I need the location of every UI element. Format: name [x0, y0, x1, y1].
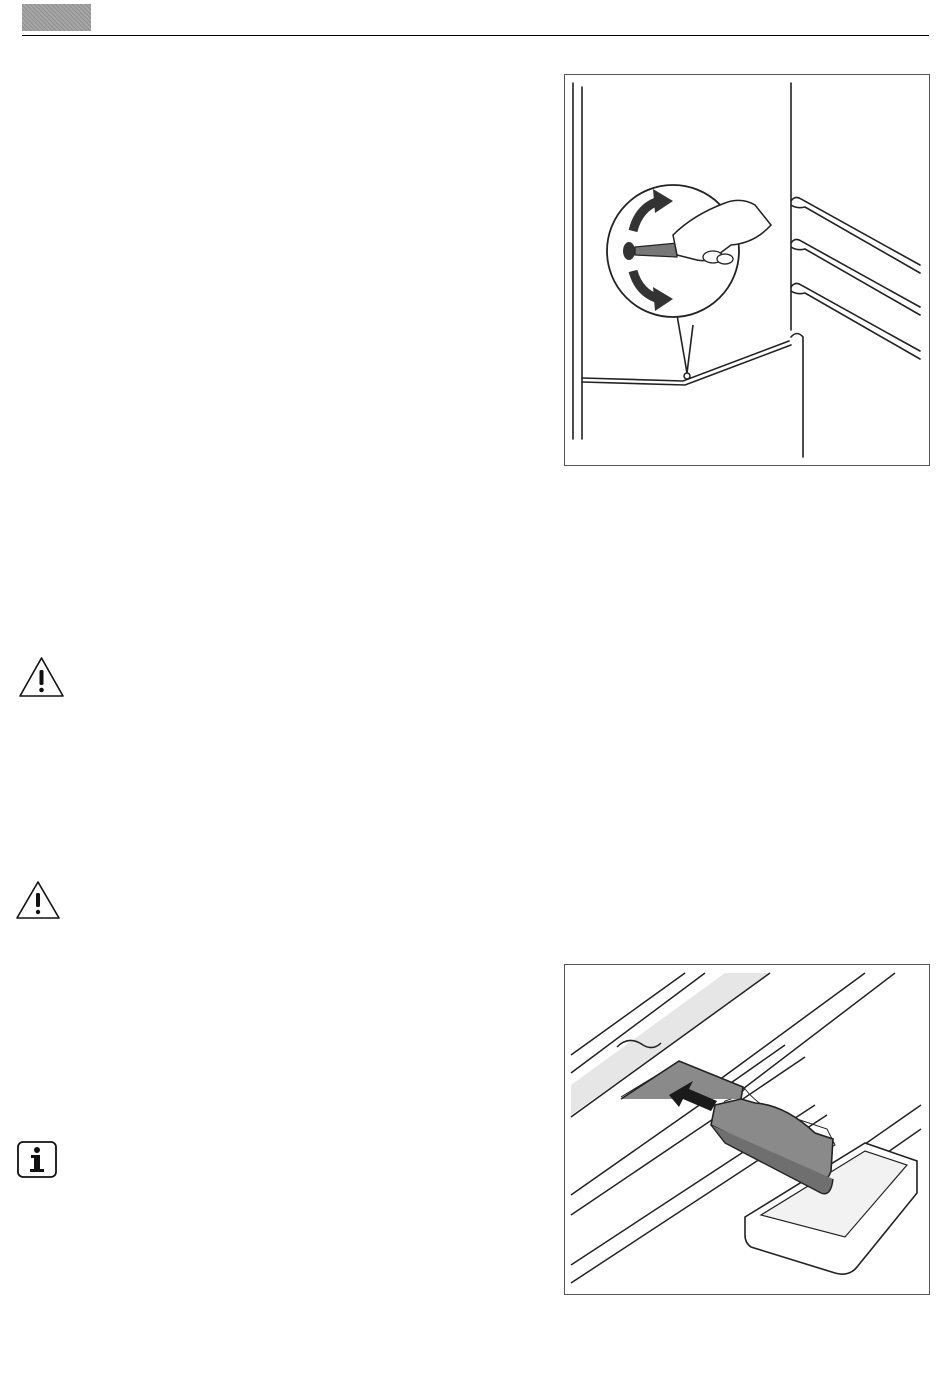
- header-tab: [22, 4, 91, 31]
- warning-icon: [15, 880, 61, 920]
- defrost-tray-scraper-figure: [564, 964, 930, 1295]
- door-drain-hole-illustration: [565, 75, 929, 465]
- info-icon: [17, 1141, 57, 1178]
- defrost-scraper-illustration: [565, 965, 929, 1294]
- door-drain-hole-figure: [564, 74, 930, 466]
- header-rule: [22, 35, 929, 36]
- warning-icon: [18, 656, 65, 698]
